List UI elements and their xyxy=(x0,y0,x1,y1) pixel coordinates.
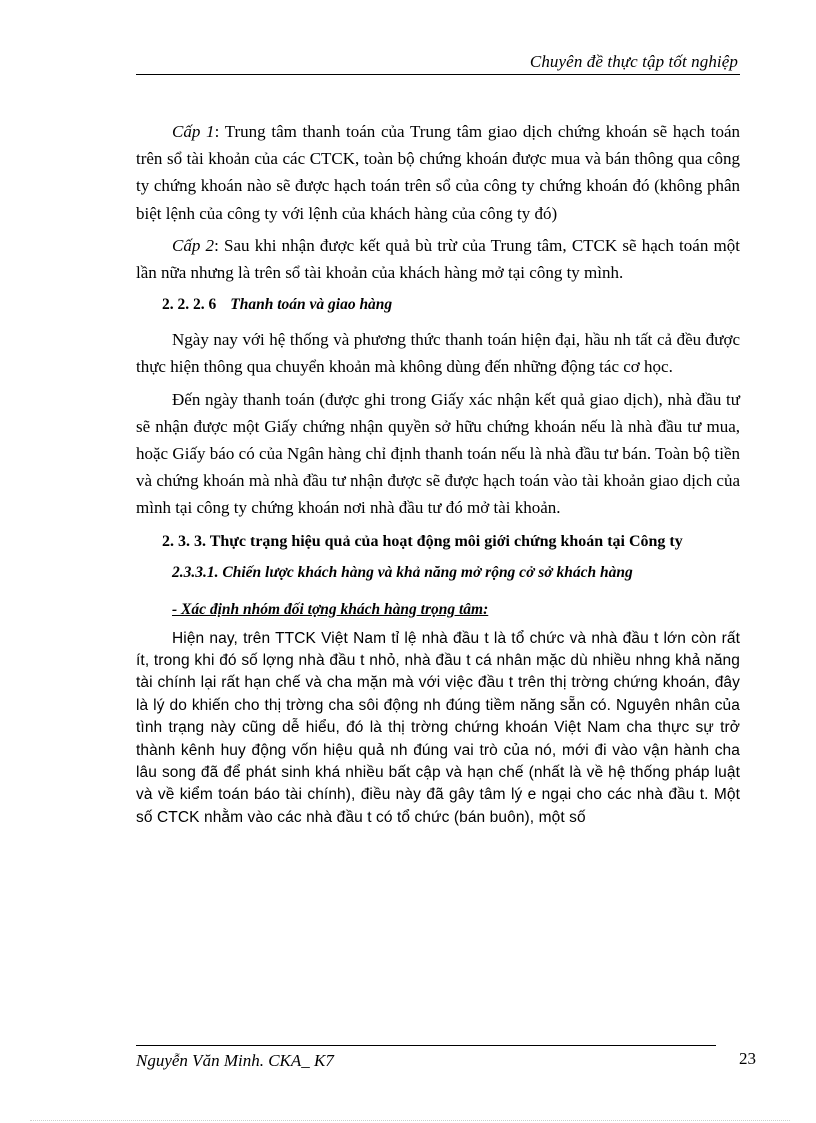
paragraph-payment-methods: Ngày nay với hệ thống và phương thức thanh toán hiện đại, hầu nh tất cả đều được thực hiện thông qua chuyển khoản mà không dùng đến những động tác cơ học. xyxy=(136,330,740,377)
page-bottom-border xyxy=(30,1120,790,1121)
paragraph-label: Cấp 2 xyxy=(172,235,215,255)
paragraph-text: : Trung tâm thanh toán của Trung tâm giao dịch chứng khoán sẽ hạch toán trên sổ tài khoản của các CTCK, toàn bộ chứng khoán được mua và bán thông qua công ty chứng khoán nào sẽ được hạch toán trên sổ của công ty chứng khoán đó (không phân biệt lệnh của công ty với lệnh của khách hàng của công ty đó) xyxy=(136,122,741,223)
paragraph-label: Cấp 1 xyxy=(172,122,215,141)
footer-rule xyxy=(136,1045,716,1046)
paragraph-level-2 xyxy=(136,232,740,286)
footer-author: Nguyễn Văn Minh. CKA_ K7 xyxy=(136,1051,334,1070)
section-heading-2-2-2-6 xyxy=(162,291,740,318)
section-heading-2-3-3: 2. 3. 3. Thực trạng hiệu quả của hoạt động môi giới chứng khoán tại Công ty xyxy=(162,532,683,550)
paragraph-level-1 xyxy=(136,118,740,227)
header-rule xyxy=(136,74,740,75)
section-heading-2-3-3-1: 2.3.3.1. Chiến lược khách hàng và khả năng mở rộng cở sở khách hàng xyxy=(172,563,633,581)
bullet-heading-target-customers: - Xác định nhóm đối tợng khách hàng trọng tâm: xyxy=(172,600,489,618)
running-header: Chuyên đề thực tập tốt nghiệp xyxy=(529,52,738,71)
page-number: 23 xyxy=(739,1049,756,1068)
section-title: Thanh toán và giao hàng xyxy=(230,296,393,314)
body-text xyxy=(136,118,740,829)
paragraph-settlement-day: Đến ngày thanh toán (được ghi trong Giấy xác nhận kết quả giao dịch), nhà đầu tư sẽ nhận được một Giấy chứng nhận quyền sở hữu chứng khoán nếu là nhà đầu tư mua, hoặc Giấy báo có của Ngân hàng chỉ định thanh toán nếu là nhà đầu tư bán. Toàn bộ tiền và chứng khoán mà nhà đầu tư nhận được sẽ được hạch toán vào tài khoản giao dịch của mình tại công ty chứng khoán nơi nhà đầu tư đó mở tài khoản. xyxy=(136,389,740,518)
paragraph-market-situation: Hiện nay, trên TTCK Việt Nam tỉ lệ nhà đầu t là tổ chức và nhà đầu t lớn còn rất ít, trong khi đó số lợng nhà đầu t nhỏ, nhà đầu t cá nhân mặc dù nhiều nhng khả năng tài chính lại rất hạn chế và cha mặn mà với việc đầu t trên thị trờng chứng khoán, đây là lý do khiến cho thị trờng cha sôi động nh đúng tiềm năng sẵn có. Nguyên nhân của tình trạng này cũng dễ hiểu, đó là thị trờng chứng khoán Việt Nam cha thực sự trở thành kênh huy động vốn hiệu quả nh đúng vai trò của nó, mới đi vào vận hành cha lâu song đã để phát sinh khá nhiều bất cập và hạn chế (nhất là về hệ thống pháp luật và về kiểm toán báo tài chính), điều này đã gây tâm lý e ngại cho các nhà đầu t. Một số CTCK nhằm vào các nhà đầu t có tổ chức (bán buôn), một số xyxy=(136,629,740,826)
paragraph-text: : Sau khi nhận được kết quả bù trừ của Trung tâm, CTCK sẽ hạch toán một lần nữa nhưng là trên sổ tài khoản của khách hàng mở tại công ty mình. xyxy=(136,235,740,283)
section-number: 2. 2. 2. 6 xyxy=(162,296,217,314)
